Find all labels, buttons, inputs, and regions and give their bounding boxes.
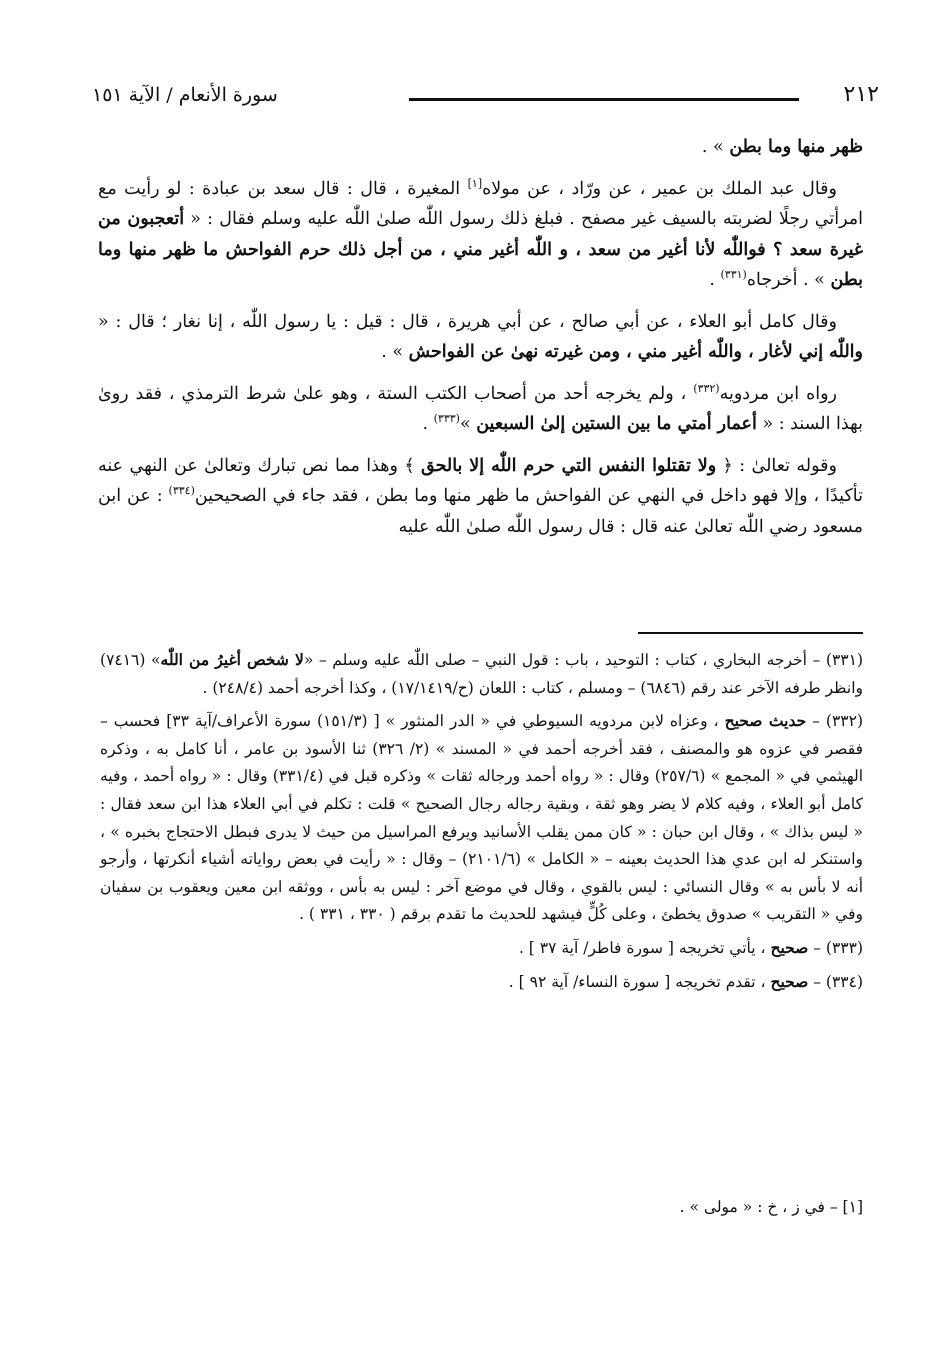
text: » .: [381, 342, 409, 362]
footnote-333: [100, 934, 863, 963]
text: وقال كامل أبو العلاء ، عن أبي صالح ، عن أبي هريرة ، قال : قيل : يا رسول اللّٰه ، إنا نغار ؛ قال : «: [98, 311, 837, 332]
text: ، ولم يخرجه أحد من أصحاب الكتب الستة ، وهو علىٰ شرط الترمذي ، فقد روىٰ بهذا السند : «: [98, 383, 863, 434]
text: »: [459, 414, 477, 434]
footnote-332: [100, 707, 863, 929]
hadith-text: واللّٰه إني لأغار ، واللّٰه أغير مني ، ومن غيرته نهىٰ عن الفواحش: [408, 342, 863, 362]
text: .: [709, 270, 721, 290]
bold-text: ظهر منها وما بطن: [729, 137, 863, 157]
editor-note: [١] – في ز ، خ : « مولى » .: [679, 1198, 863, 1216]
footnote-ref: (٣٣٤): [168, 484, 195, 498]
text: ، تقدم تخريجه [ سورة النساء/ آية ٩٢ ] .: [508, 972, 771, 991]
paragraph-0: [98, 132, 863, 163]
text: المغيرة ، قال : قال سعد بن عبادة : لو رأيت مع امرأتي رجلًا لضربته بالسيف غير مصفح . فبلغ ذلك رسول اللّٰه صلىٰ اللّٰه عليه وسلم فقال : «: [98, 178, 864, 229]
page-header: [92, 82, 879, 122]
text: ﴾ وهذا مما نص تبارك وتعالىٰ عن النهي عنه تأكيدًا ، وإلا فهو داخل في النهي عن الفواحش ما ظهر منها وما بطن ، فقد جاء في الصحيحين: [98, 455, 863, 506]
footnote-ref: (٣٣٢): [693, 381, 720, 395]
text: ، وعزاه لابن مردويه السيوطي في « الدر المنثور » [ (١٥١/٣) سورة الأعراف/آية ٣٣] فحسب – فقصر في عزوه هو والمصنف ، فقد أخرجه أحمد في « المسند » (٢/ ٣٢٦) ثنا الأسود بن عامر ، أنا كامل به ، وذكره الهيثمي في « المجمع » (٢٥٧/٦) وقال : « رواه أحمد ورجاله ثقات » وذكره قبل في (٣٣١/٤) وقال : « رواه أحمد ، وفيه كامل أبو العلاء ، وفيه كلام لا يضر وهو ثقة ، وبقية رجاله رجال الصحيح » قلت : تكلم في أبي العلاء هذا ابن سعد فقال : « ليس بذاك » ، وقال ابن حبان : « كان ممن يقلب الأسانيد ويرفع المراسيل من حيث لا يدرى فبطل الاحتجاج بخبره » ، واستنكر له ابن عدي هذا الحديث بعينه – « الكامل » (٢١٠١/٦) – وقال : « رأيت في بعض رواياته أشياء أنكرتها ، وأرجو أنه لا بأس به » وقال النسائي : ليس بالقوي ، وقال في موضع آخر : ليس به بأس ، ووثقه ابن معين ويعقوب بن سفيان وفي « التقريب » صدوق يخطئ ، وعلى كُلٍّ فيشهد للحديث ما تقدم برقم ( ٣٣٠ ، ٣٣١ ) .: [100, 712, 864, 924]
paragraph-4: [98, 451, 863, 543]
footnote-334: [100, 968, 863, 997]
grade-label: صحيح: [770, 937, 809, 957]
text: (٣٣٢) –: [806, 712, 863, 731]
text: رواه ابن مردويه: [719, 383, 838, 404]
surah-title: سورة الأنعام / الآية ١٥١: [92, 84, 278, 106]
page-number: ٢١٢: [843, 82, 879, 107]
text: ، يأتي تخريجه [ سورة فاطر/ آية ٣٧ ] .: [518, 938, 771, 957]
grade-label: حديث صحيح: [724, 711, 807, 731]
paragraph-1: [98, 174, 863, 296]
bold-text: لا شخص أغيرُ من اللّٰه: [160, 650, 304, 669]
paragraph-2: [98, 307, 863, 368]
verse-text: ولا تقتلوا النفس التي حرم اللّٰه إلا بالحق: [420, 455, 717, 476]
footnote-ref: (٣٣١): [720, 268, 747, 282]
footnotes: [100, 646, 863, 1001]
text: وقال عبد الملك بن عمير ، عن ورّاد ، عن مولاه: [482, 178, 838, 199]
footnote-ref: (٣٣٣): [433, 412, 460, 426]
text: (٣٣١) – أخرجه البخاري ، كتاب : التوحيد ، باب : قول النبي – صلى اللّٰه عليه وسلم – «: [303, 651, 863, 669]
footnote-ref: [١]: [467, 176, 483, 190]
hadith-text: أعمار أمتي ما بين الستين إلىٰ السبعين: [476, 414, 757, 434]
paragraph-3: [98, 379, 863, 440]
text: » .: [701, 137, 730, 157]
text: (٣٣٣) –: [808, 938, 863, 957]
text: وقوله تعالىٰ : ﴿: [716, 455, 838, 476]
text: (٣٣٤) –: [808, 972, 863, 991]
grade-label: صحيح: [770, 971, 809, 991]
text: » . أخرجاه: [746, 270, 831, 290]
text: » (٧٤١٦) وانظر طرفه الآخر عند رقم (٦٨٤٦) – ومسلم ، كتاب : اللعان (ح/١٧/١٤١٩) ، وكذا أخرجه أحمد (٢٤٨/٤) .: [100, 651, 863, 697]
footnote-331: [100, 646, 863, 702]
text: : عن ابن مسعود رضي اللّٰه تعالىٰ عنه قال : قال رسول اللّٰه صلىٰ اللّٰه عليه: [98, 486, 863, 537]
text: .: [422, 414, 434, 434]
main-text: [98, 132, 863, 553]
footnote-rule: [638, 632, 863, 634]
hadith-text: أتعجبون من غيرة سعد ؟ فواللّٰه لأنا أغير من سعد ، و اللّٰه أغير مني ، من أجل ذلك حرم الفواحش ما ظهر منها وما بطن: [98, 209, 863, 290]
header-rule: [409, 98, 799, 101]
